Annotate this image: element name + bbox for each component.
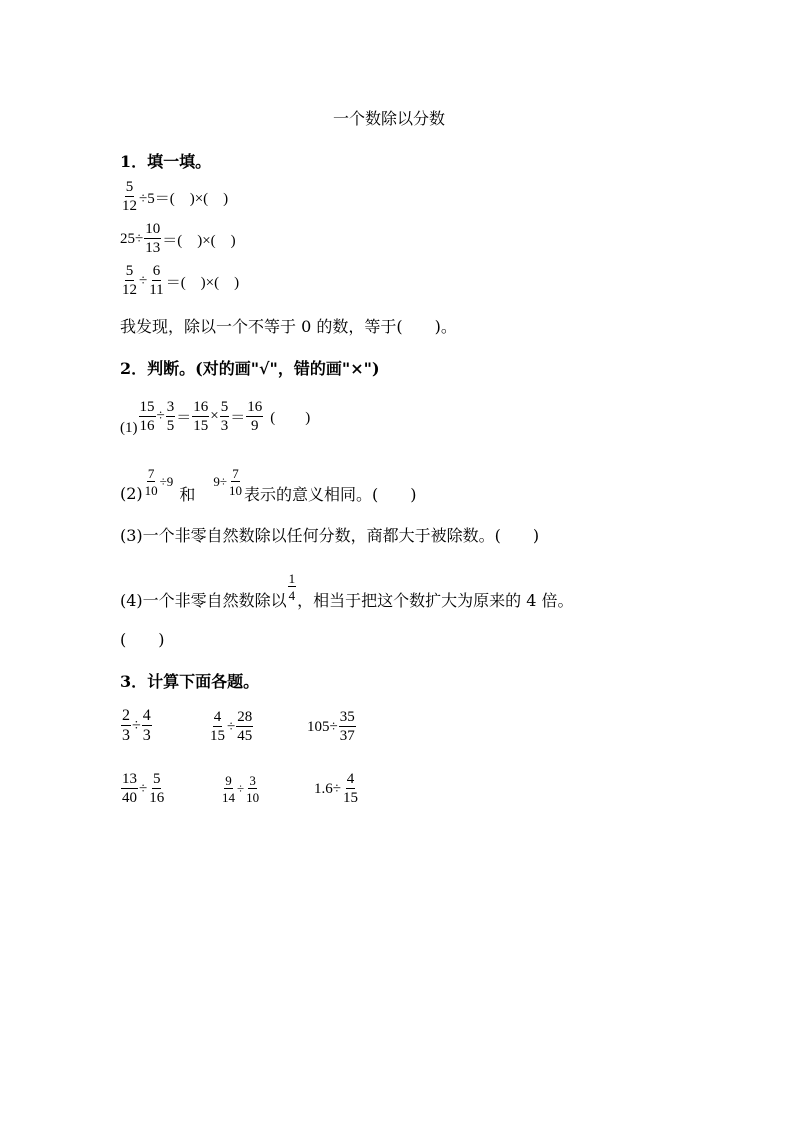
fraction [245,774,260,804]
statement-text: 表示的意义相同。( ) [243,485,417,504]
numerator: 4 [142,707,151,724]
numerator: 35 [339,709,355,725]
fraction [221,774,236,804]
denominator: 9 [250,417,259,434]
fraction [121,180,138,214]
calc-problem-3 [307,710,357,744]
fill-equation-3 [120,264,239,298]
operator: × [210,408,219,424]
division-sign: ÷ [139,272,148,289]
fraction [148,264,164,298]
numerator: 3 [249,773,256,788]
operator: ÷9 [159,473,174,489]
numerator: 6 [152,263,161,279]
calc-problem-1 [120,708,153,744]
equation-prefix: 25÷ [120,230,144,247]
fraction [339,710,356,744]
equation-rest: ＝( )×( ) [162,232,236,249]
answer-bracket[interactable]: ( ) [120,630,165,649]
numerator: 5 [125,179,134,195]
operator: ＝ [176,410,192,426]
judge-item-2 [120,458,416,505]
judge-item-4 [120,562,574,611]
fraction [166,400,176,434]
operator: ÷ [156,408,165,424]
calc-problem-5 [220,774,261,804]
fill-equation-2 [120,222,236,256]
statement-suffix: ，相当于把这个数扩大为原来的 4 倍。 [297,591,574,610]
calc-problem-6 [314,772,360,806]
equation-rest: ÷5＝( )×( ) [139,190,229,207]
denominator: 3 [142,727,151,744]
fraction [139,400,156,434]
denominator: 4 [288,587,296,603]
denominator: 16 [139,417,155,434]
denominator: 15 [342,790,358,806]
expression-prefix: 9÷ [213,473,227,489]
numerator: 16 [193,398,209,415]
division-sign: ÷ [237,781,245,796]
discovery-sentence: 我发现，除以一个不等于 0 的数，等于( )。 [120,317,457,336]
judge-item-1 [120,396,310,437]
calc-problem-2 [208,710,254,744]
denominator: 14 [222,790,235,805]
fraction [121,264,138,298]
fraction [121,772,138,806]
fraction [192,400,209,434]
numerator: 28 [237,709,253,725]
denominator: 3 [122,727,130,744]
fraction [246,400,263,434]
calc-problem-4 [120,772,166,806]
conjunction: 和 [179,485,196,504]
section-3-heading: 3．计算下面各题。 [120,672,260,691]
denominator: 10 [228,482,242,498]
division-sign: ÷ [227,718,236,735]
division-sign: ÷ [132,717,141,734]
section-1-heading: 1．填一填。 [120,152,212,171]
numerator: 5 [125,263,134,279]
numerator: 7 [232,465,239,481]
section-2-heading: 2．判断。(对的画"√"，错的画"×") [120,359,380,378]
page-title: 一个数除以分数 [333,109,446,128]
denominator: 15 [210,728,225,744]
fill-equation-1 [120,180,228,214]
denominator: 10 [246,790,260,805]
numerator: 5 [152,771,161,787]
numerator: 9 [225,773,232,788]
numerator: 3 [166,398,175,415]
expression-prefix: 1.6÷ [314,780,341,797]
denominator: 10 [144,482,158,498]
answer-bracket[interactable]: ( ) [270,410,311,426]
denominator: 15 [193,417,209,434]
denominator: 45 [237,728,253,744]
fraction [209,710,226,744]
fraction [342,772,359,806]
equation-rest: ＝( )×( ) [165,274,240,291]
denominator: 13 [145,240,161,256]
denominator: 12 [122,198,137,214]
fraction [121,708,131,744]
statement-prefix: (4)一个非零自然数除以 [120,591,287,610]
fraction [236,710,253,744]
division-sign: ÷ [139,780,148,797]
denominator: 11 [149,282,164,298]
fraction [144,222,161,256]
denominator: 37 [339,728,355,744]
numerator: 5 [220,398,229,415]
numerator: 4 [346,771,355,787]
denominator: 3 [220,417,229,434]
operator: ＝ [230,410,246,426]
numerator: 16 [247,398,263,415]
fraction [220,400,230,434]
fraction [142,708,152,744]
expression-prefix: 105÷ [307,718,338,735]
numerator: 1 [288,570,296,586]
denominator: 16 [149,790,165,806]
numerator: 15 [139,398,155,415]
denominator: 12 [122,282,137,298]
item-label: (2) [120,484,143,503]
denominator: 5 [166,417,175,434]
numerator: 10 [145,221,161,237]
numerator: 4 [213,709,222,725]
fraction [228,467,243,497]
numerator: 2 [122,707,130,724]
fraction [144,467,159,497]
judge-item-3: (3)一个非零自然数除以任何分数，商都大于被除数。( ) [120,526,540,545]
numerator: 13 [122,771,137,787]
fraction [148,772,165,806]
fraction [288,572,297,602]
numerator: 7 [147,465,155,481]
item-label: (1) [120,420,138,436]
denominator: 40 [122,790,137,806]
